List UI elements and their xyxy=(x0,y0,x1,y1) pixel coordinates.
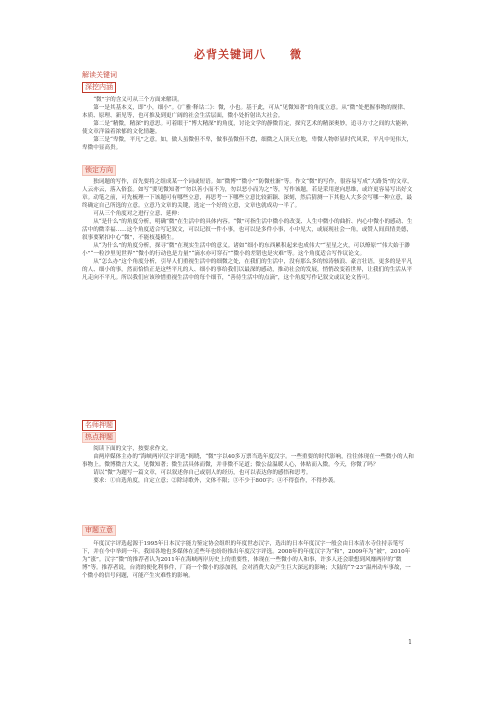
paragraph: 由两岸媒体主办的“海峡两岸汉字评选”揭晓，“微”字以40多万票当选年度汉字。一些重要的时代影响，往往体现在一些微小的人和事物上。微博微言大义，见微知著；微生活具体而微，并非微不足道；微公益温暖人心，体贴而入微。今天，你微了吗？ xyxy=(82,454,414,468)
section-analysis xyxy=(82,540,414,580)
page-number: 1 xyxy=(408,639,412,646)
paragraph: 从“是什么”的角度分析，明确“微”在生活中的具体内容。“微”可指生活中微小的改变、人生中微小的曲折、内心中微小的感动、生活中的微幸福……这个角度适合写记叙文，可以记叙一件小事，也可以是多件小事，小中见大，或展现社会一角，或赞人间真情美德，叙事要紧扣中心“微”，不能枝蔓横生。 xyxy=(82,219,413,241)
paragraph: 阅读下面的文字，按要求作文。 xyxy=(93,446,172,452)
paragraph: 从“为什么”的角度分析，探寻“微”在现实生活中的意义。诸如“细小的东西累积起来也成伟大”“星星之火，可以燎原”“伟大始于渺小”“一粒沙里见世界”“微小的行动也是力量”“滴水亦可穿石”“微小的差错也是灾难”等。这个角度适合写作议论文。 xyxy=(82,243,410,257)
paragraph: 年度汉字评选起源于1995年日本汉字能力鉴定协会组织的年度世态汉字，选出的日本年度汉字一般会由日本清水寺住持亲笔写下，并在今中举到一年。我国各地也多媒体在近些年也纷纷推出年度汉字评选。2008年的年度汉字为“和”，2009年为“被”，2010年为“涨”。汉字“微”的推荐者认为2011年在海峡两岸历史上的重要性，体现在一些微小的人和事，许多人还会联想到风靡两岸的“微博”等。推荐者说，台湾的便化利事件，厂商一个微小的添加剂，会对消费大众产生巨大深远的影响；大陆的“7·23”温州动车事故，一个微小的信号问题，可能产生灾难性的影响。 xyxy=(82,541,411,579)
tag-direction: 锁定方向 xyxy=(82,165,116,176)
paragraph: 要求：①自选角度，自定立意；②除诗歌外，文体不限；③不少于800字；④不得套作，不得抄袭。 xyxy=(93,478,339,484)
paragraph: 第三是“卑微，平凡”之意。如，做人虽微但不卑，做事虽微但不怠，细微之人顶天立地，卑微人物彰显时代风采，平凡中见伟大，卑微中显高贵。 xyxy=(82,137,413,151)
paragraph: 第一是其基本义，即“小，细小”。《广雅·释诂二》：微，小也。基于此，可从“见微知著”的角度立意。从“微”处把握事物的规律、本质、原理、新见等，也可推及到更广阔的社会生活层面，微小处折射出大社会。 xyxy=(82,105,409,119)
paragraph: 可从三个角度对之进行立意、延伸： xyxy=(93,211,183,217)
paragraph: 独词题的写作，首先要将之组成某一个词或短语。如“微博”“微小”“防微杜渐”等。作文“微”的写作，很容易写成“大路货”的文章，人云亦云，落入俗套。如写“要见微知著”“勿以善小而不为，勿以恶小而为之”等，写作该题，若是采用逆向思维，或许更容易写出好文章。动笔之前，可先梳理一下该题可有哪些立意，再思考一下哪些立意比较新颖、深刻，然后猜测一下其他人大多会写哪一种立意，最终确定自己所选的立意。立意乃文章的关键，选定一个好的立意，文章也就成功一半了。 xyxy=(82,179,413,209)
tag-deep-meaning: 深挖内涵 xyxy=(82,82,116,93)
paragraph: “微”字的含义可从三个方面来解读。 xyxy=(93,97,183,103)
section-prompt xyxy=(82,445,414,485)
section-meaning xyxy=(82,96,414,152)
tag-hot-topic: 热点押题 xyxy=(82,432,116,443)
section-direction xyxy=(82,178,414,282)
page-title: 必背关键词八 微 xyxy=(194,48,302,61)
paragraph: 第二是“精微，精深”的意思。可着眼于“博大精深”的角度，讨论文学的静微肯定，探究艺术的精深奥妙，追寻方寸之间的大能神，使文章洋溢着浓郁的文化情趣。 xyxy=(82,121,413,135)
paragraph: 从“怎么办”这个角度分析，引导人们重视生活中的细微之处，在我们的生活中，没有那么多的惊涛骇浪、豪言壮语，更多的是平凡的人、细小的事，然而恰恰正是这些平凡的人、细小的事给我们以最深的感动，推动社会的发展，悄悄改变着世界，让我们的生活从平凡走向不平凡。所以我们应该珍惜重视生活中的每个细节，“善待生活中的点滴”，这个角度写作记叙文或议论文皆可。 xyxy=(82,259,413,281)
tag-expert-prediction: 名师押题 xyxy=(82,420,116,431)
tag-analysis: 审题立意 xyxy=(82,525,116,536)
section-subtitle: 解读关键词 xyxy=(82,71,117,79)
paragraph: 请以“微”为题写一篇文章，可以叙述你自己或别人的经历，也可以表达你的感悟和思考。 xyxy=(93,470,312,476)
